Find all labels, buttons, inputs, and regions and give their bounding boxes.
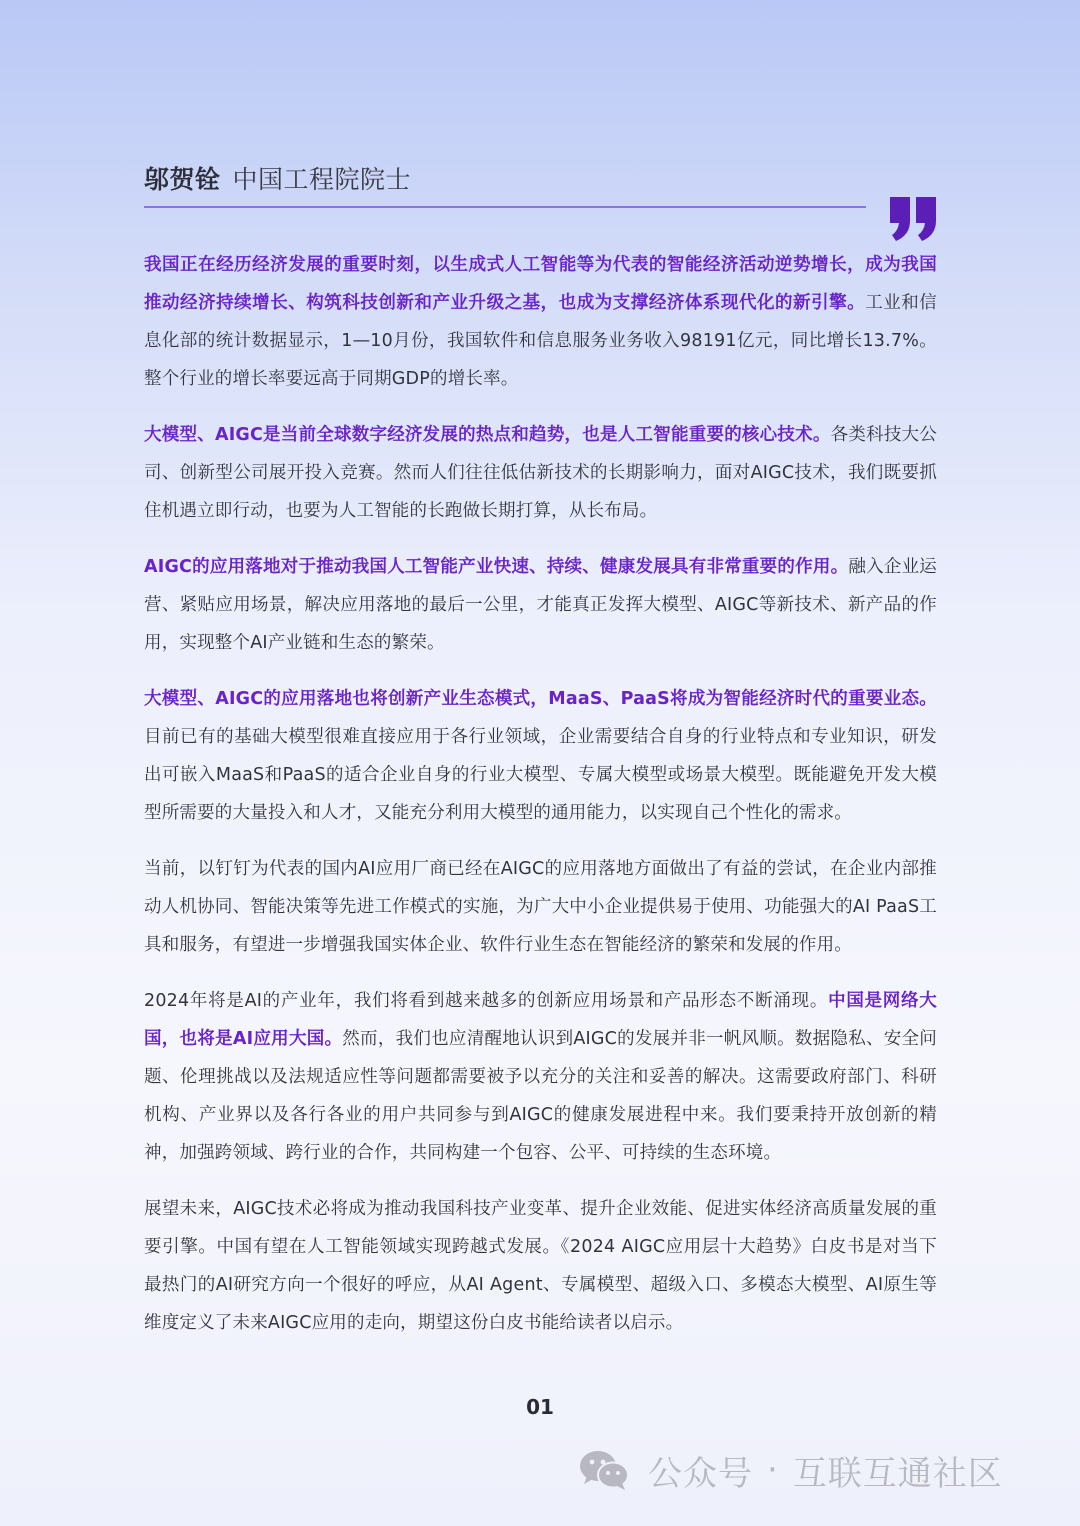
author-header [144,160,411,196]
author-title: 中国工程院院士 [232,165,412,194]
watermark-account: 公众号 [648,1453,753,1494]
header-divider [144,206,866,208]
paragraph-7-text: 展望未来，AIGC技术必将成为推动我国科技产业变革、提升企业效能、促进实体经济高质量发展的重要引擎。中国有望在人工智能领域实现跨越式发展。《2024 AIGC应用层十大趋势》白皮书是对当下最热门的AI研究方向一个很好的呼应，从AI Agent、专属模型、超级入口、多模态大模型、AI原生等维度定义了未来AIGC应用的走向，期望这份白皮书能给读者以启示。 [144,1199,937,1333]
paragraph-2-highlight: 大模型、AIGC是当前全球数字经济发展的热点和趋势，也是人工智能重要的核心技术。 [144,425,831,445]
paragraph-5 [144,850,937,964]
paragraph-2 [144,416,937,530]
paragraph-6-text-before: 2024年将是AI的产业年，我们将看到越来越多的创新应用场景和产品形态不断涌现。 [144,991,829,1011]
paragraph-3-highlight: AIGC的应用落地对于推动我国人工智能产业快速、持续、健康发展具有非常重要的作用。 [144,557,849,577]
paragraph-5-text: 当前，以钉钉为代表的国内AI应用厂商已经在AIGC的应用落地方面做出了有益的尝试，在企业内部推动人机协同、智能决策等先进工作模式的实施，为广大中小企业提供易于使用、功能强大的AI PaaS工具和服务，有望进一步增强我国实体企业、软件行业生态在智能经济的繁荣和发展的作用。 [144,859,937,955]
body-content [144,246,937,1360]
paragraph-2-text: 各类科技大公司、创新型公司展开投入竞赛。然而人们往往低估新技术的长期影响力，面对AIGC技术，我们既要抓住机遇立即行动，也要为人工智能的长跑做长期打算，从长布局。 [144,425,937,521]
paragraph-6-text: 然而，我们也应清醒地认识到AIGC的发展并非一帆风顺。数据隐私、安全问题、伦理挑战以及法规适应性等问题都需要被予以充分的关注和妥善的解决。这需要政府部门、科研机构、产业界以及各行各业的用户共同参与到AIGC的健康发展进程中来。我们要秉持开放创新的精神，加强跨领域、跨行业的合作，共同构建一个包容、公平、可持续的生态环境。 [144,1029,937,1163]
paragraph-3 [144,548,937,662]
closing-quote-icon [886,195,940,243]
author-name: 邬贺铨 [144,165,221,194]
paragraph-1 [144,246,937,398]
paragraph-4 [144,680,937,832]
paragraph-6-highlight: 中国是网络大国，也将是AI应用大国。 [144,991,937,1049]
paragraph-3-text: 融入企业运营、紧贴应用场景，解决应用落地的最后一公里，才能真正发挥大模型、AIGC等新技术、新产品的作用，实现整个AI产业链和生态的繁荣。 [144,557,938,653]
paragraph-1-highlight: 我国正在经历经济发展的重要时刻，以生成式人工智能等为代表的智能经济活动逆势增长，成为我国推动经济持续增长、构筑科技创新和产业升级之基，也成为支撑经济体系现代化的新引擎。 [144,255,937,313]
paragraph-7 [144,1190,937,1342]
paragraph-1-text: 工业和信息化部的统计数据显示，1—10月份，我国软件和信息服务业务收入98191亿元，同比增长13.7%。整个行业的增长率要远高于同期GDP的增长率。 [144,293,937,389]
watermark [578,1442,1003,1498]
wechat-icon [578,1449,630,1491]
paragraph-4-text: 目前已有的基础大模型很难直接应用于各行业领域，企业需要结合自身的行业特点和专业知识，研发出可嵌入MaaS和PaaS的适合企业自身的行业大模型、专属大模型或场景大模型。既能避免开发大模型所需要的大量投入和人才，又能充分利用大模型的通用能力，以实现自己个性化的需求。 [144,727,937,823]
watermark-separator: · [767,1450,779,1490]
watermark-name: 互联互通社区 [792,1453,1003,1494]
paragraph-6 [144,982,937,1172]
page-number: 01 [526,1395,554,1419]
paragraph-4-highlight: 大模型、AIGC的应用落地也将创新产业生态模式，MaaS、PaaS将成为智能经济时代的重要业态。 [144,689,937,709]
